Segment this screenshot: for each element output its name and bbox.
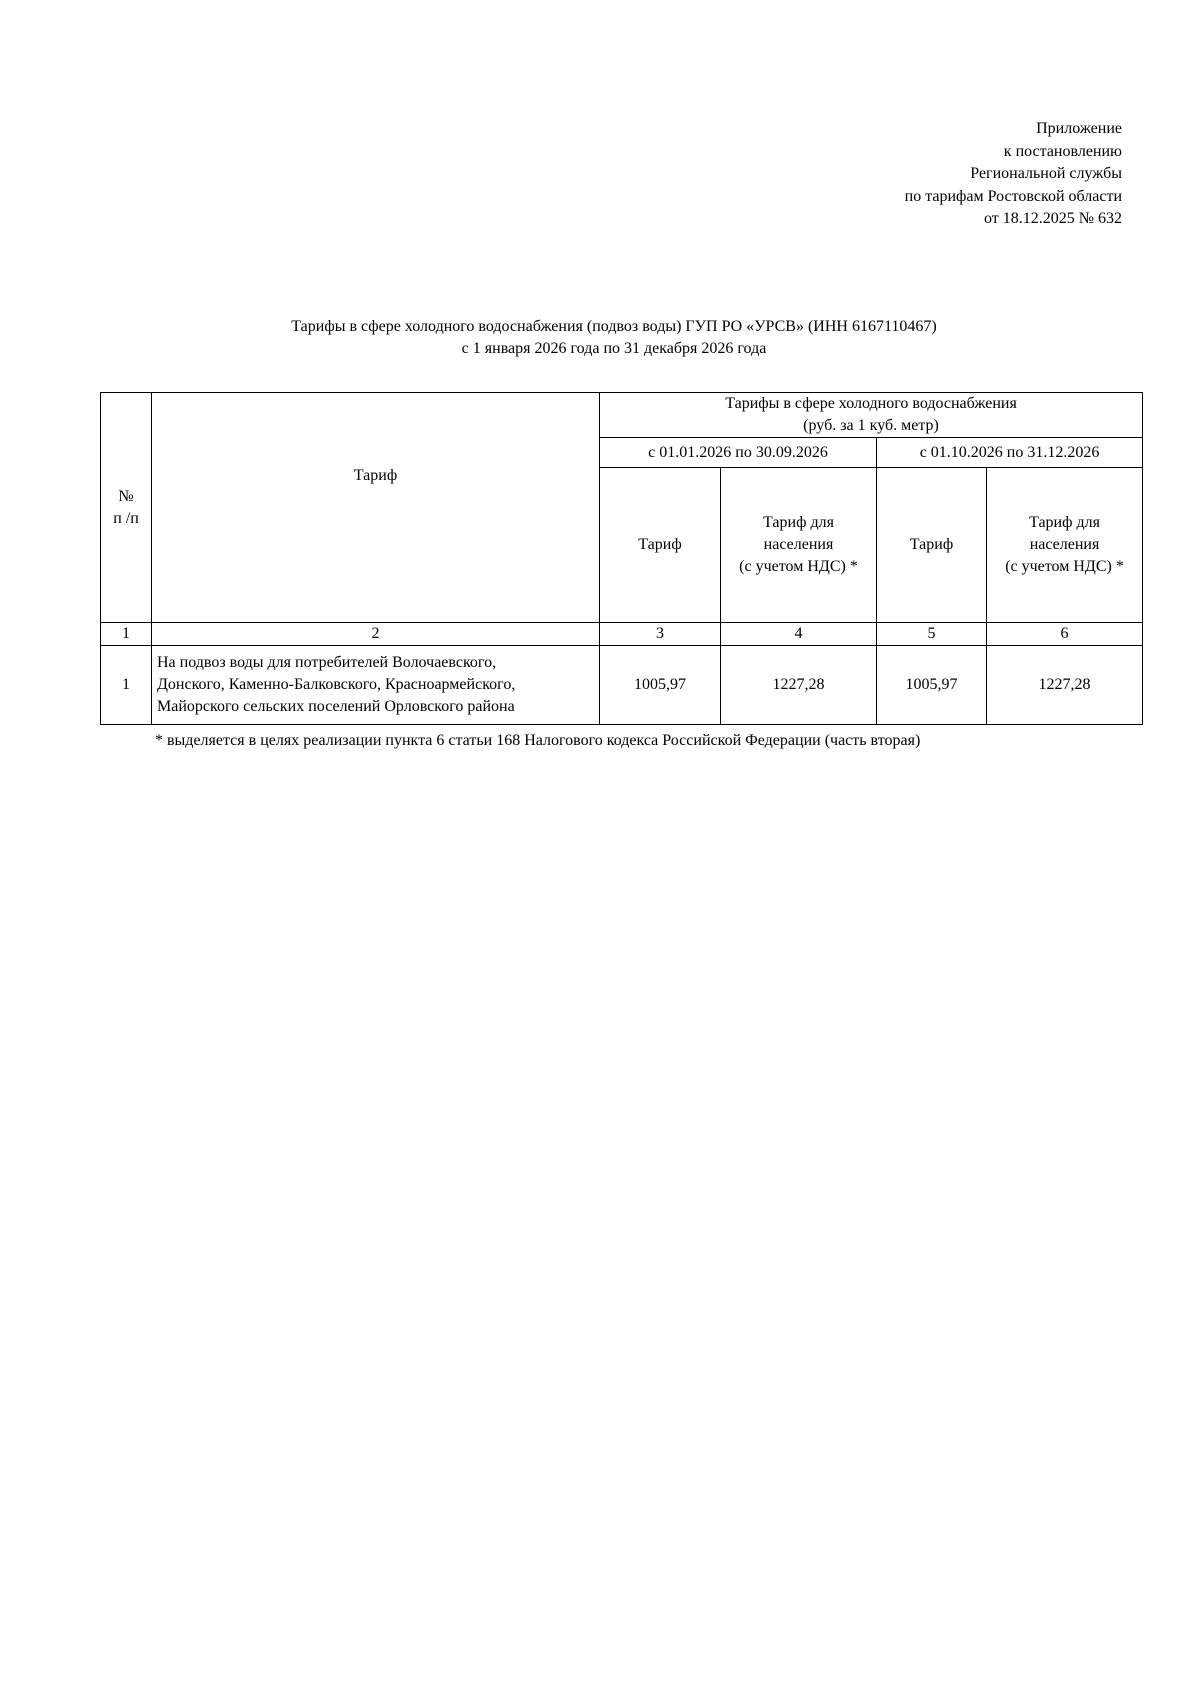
header-cell-number: № п /п [101, 393, 152, 623]
column-number: 5 [877, 623, 987, 646]
header-cell-tariff: Тариф [152, 393, 600, 623]
tariff-value: 1005,97 [877, 646, 987, 725]
tariff-table [100, 392, 1143, 725]
header-cell-subtariff: Тариф [600, 468, 721, 623]
population-tariff-value: 1227,28 [987, 646, 1143, 725]
header-cell-population: Тариф для населения (с учетом НДС) * [721, 468, 877, 623]
annex-line: по тарифам Ростовской области [904, 187, 1122, 205]
column-number: 1 [101, 623, 152, 646]
annex-line: к постановлению [1003, 142, 1122, 160]
population-tariff-value: 1227,28 [721, 646, 877, 725]
title-line: Тарифы в сфере холодного водоснабжения (подвоз воды) ГУП РО «УРСВ» (ИНН 6167110467) [291, 318, 937, 335]
column-number-row [101, 623, 1143, 646]
table-row [101, 646, 1143, 725]
footnote: * выделяется в целях реализации пункта 6 статьи 168 Налогового кодекса Российской Федерации (часть вторая) [155, 732, 921, 749]
annex-block [905, 118, 1122, 231]
column-number: 4 [721, 623, 877, 646]
row-name: На подвоз воды для потребителей Волочаевского, Донского, Каменно-Балковского, Красноармейского, Майорского сельских поселений Орловского района [152, 646, 600, 725]
annex-line: Приложение [1036, 120, 1122, 137]
header-cell-period: с 01.01.2026 по 30.09.2026 [600, 438, 877, 468]
header-cell-subtariff: Тариф [877, 468, 987, 623]
column-number: 2 [152, 623, 600, 646]
row-number: 1 [101, 646, 152, 725]
column-number: 6 [987, 623, 1143, 646]
document-title [0, 316, 1200, 360]
column-number: 3 [600, 623, 721, 646]
table-header-row [101, 393, 1143, 438]
title-line: с 1 января 2026 года по 31 декабря 2026 года [461, 340, 767, 357]
annex-line: Региональной службы [970, 165, 1122, 182]
tariff-value: 1005,97 [600, 646, 721, 725]
header-cell-population: Тариф для населения (с учетом НДС) * [987, 468, 1143, 623]
header-cell-period: с 01.10.2026 по 31.12.2026 [877, 438, 1143, 468]
header-cell-group: Тарифы в сфере холодного водоснабжения (руб. за 1 куб. метр) [600, 393, 1143, 438]
annex-line: от 18.12.2025 № 632 [983, 210, 1122, 227]
